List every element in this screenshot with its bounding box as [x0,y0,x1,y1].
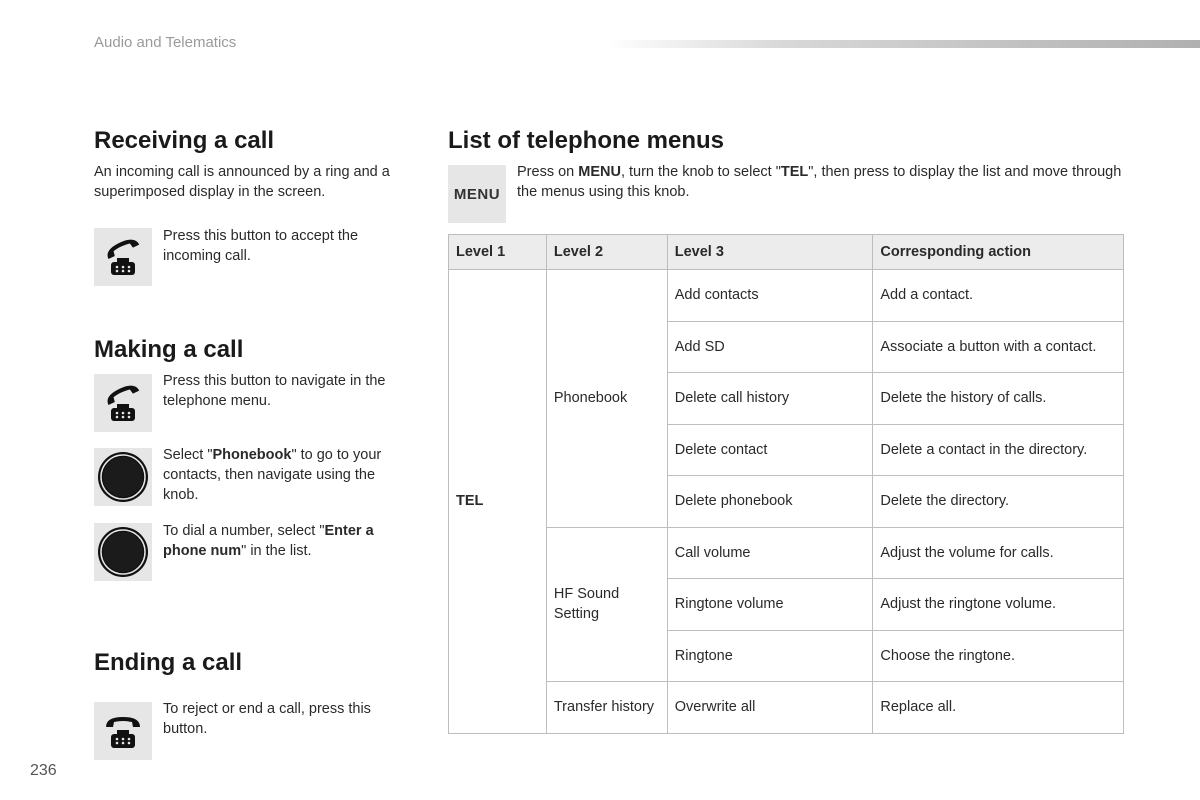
action-cell: Delete a contact in the directory. [873,424,1124,476]
dial-text: To dial a number, select "Enter a phone num" in the list. [163,523,374,559]
table-row [449,682,1124,734]
knob-button-dial[interactable] [94,523,152,581]
knob-icon [96,525,150,579]
action-cell: Adjust the volume for calls. [873,527,1124,579]
column-header: Corresponding action [873,235,1124,270]
action-cell: Add a contact. [873,270,1124,322]
level3-cell: Add SD [667,321,873,373]
level3-cell: Call volume [667,527,873,579]
phone-pickup-icon [100,380,146,426]
ending-title: Ending a call [94,649,243,676]
level2-cell: Phonebook [546,270,667,528]
action-cell: Delete the history of calls. [873,373,1124,425]
page-number: 236 [30,762,57,779]
menu-button-label: MENU [453,185,501,203]
level3-cell: Ringtone volume [667,579,873,631]
level1-cell: TEL [449,270,547,734]
level3-cell: Delete contact [667,424,873,476]
knob-icon [96,450,150,504]
navigate-text: Press this button to navigate in the telephone menu. [163,373,386,409]
receiving-title: Receiving a call [94,127,275,154]
column-header: Level 3 [667,235,873,270]
level2-cell: Transfer history [546,682,667,734]
column-header: Level 2 [546,235,667,270]
phone-pickup-icon [100,234,146,280]
action-cell: Delete the directory. [873,476,1124,528]
action-cell: Replace all. [873,682,1124,734]
column-header: Level 1 [449,235,547,270]
level3-cell: Add contacts [667,270,873,322]
phone-menu-button[interactable] [94,374,152,432]
section-header: Audio and Telematics [94,34,237,51]
level3-cell: Delete call history [667,373,873,425]
level2-cell: HF Sound Setting [546,527,667,682]
table-row [449,527,1124,579]
header-gradient-bar [605,40,1200,48]
menus-title: List of telephone menus [448,127,725,154]
action-cell: Adjust the ringtone volume. [873,579,1124,631]
phone-hangup-button[interactable] [94,702,152,760]
knob-button-phonebook[interactable] [94,448,152,506]
level3-cell: Delete phonebook [667,476,873,528]
menus-instructions: Press on MENU, turn the knob to select "TEL", then press to display the list and move through the menus using this knob. [517,164,1122,200]
menu-button[interactable] [448,165,506,223]
table-row [449,270,1124,322]
phonebook-text: Select "Phonebook" to go to your contacts, then navigate using the knob. [163,447,382,503]
making-title: Making a call [94,336,244,363]
phone-hangup-icon [100,708,146,754]
table-header-row [449,235,1124,270]
accept-call-text: Press this button to accept the incoming call. [163,228,359,264]
receiving-intro: An incoming call is announced by a ring and a superimposed display in the screen. [94,164,390,200]
action-cell: Choose the ringtone. [873,630,1124,682]
phone-pickup-button[interactable] [94,228,152,286]
level3-cell: Ringtone [667,630,873,682]
level3-cell: Overwrite all [667,682,873,734]
reject-call-text: To reject or end a call, press this button. [163,701,371,737]
telephone-menus-table [448,234,1124,734]
action-cell: Associate a button with a contact. [873,321,1124,373]
